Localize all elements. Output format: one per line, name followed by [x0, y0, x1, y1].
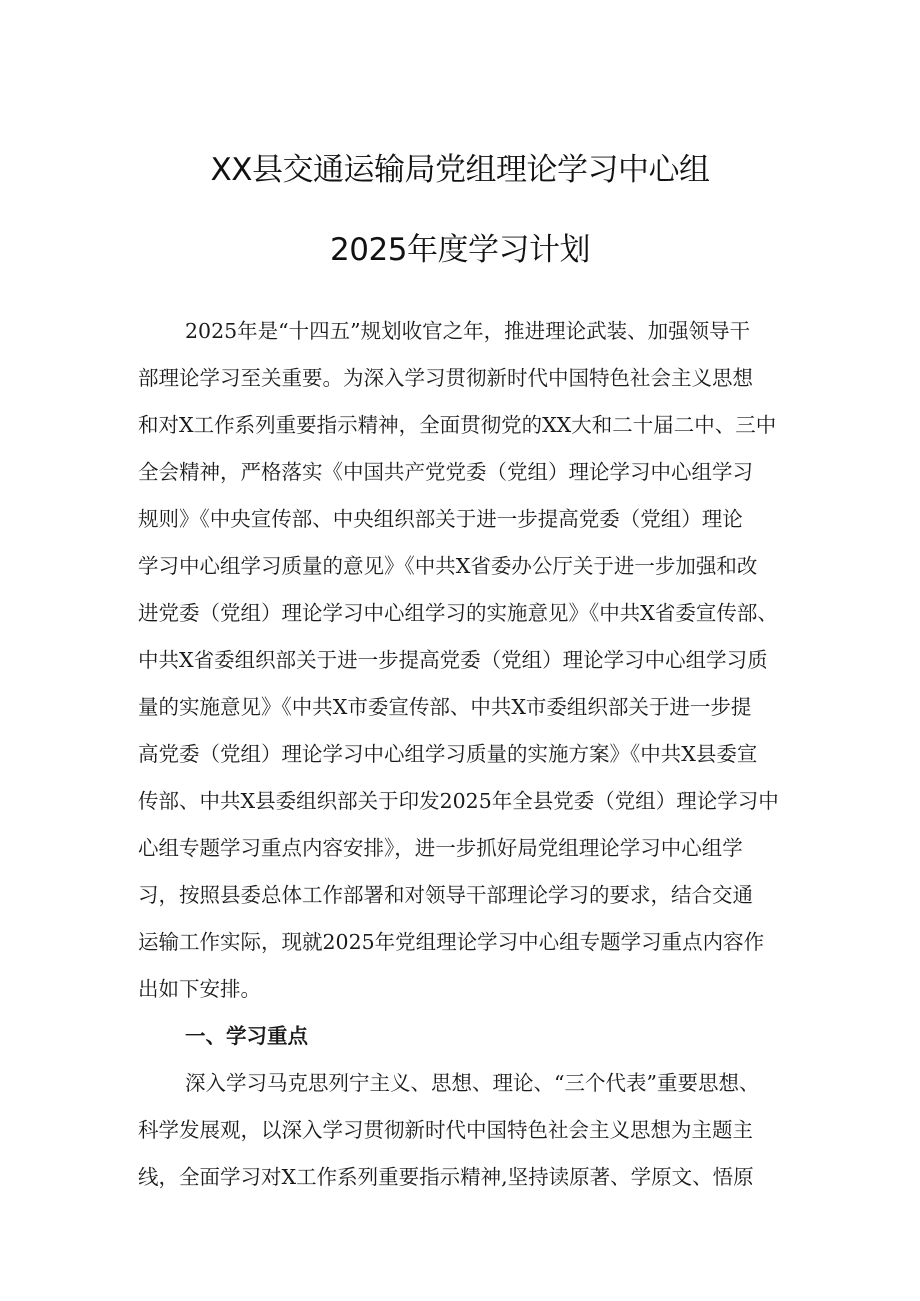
intro-line: 高党委（党组）理论学习中心组学习质量的实施方案》《中共X县委宣: [138, 742, 758, 766]
section-line: 深入学习马克思列宁主义、思想、理论、“三个代表”重要思想、: [185, 1071, 760, 1095]
intro-line: 量的实施意见》《中共X市委宣传部、中共X市委组织部关于进一步提: [138, 695, 752, 719]
section-line: 科学发展观，以深入学习贯彻新时代中国特色社会主义思想为主题主: [138, 1118, 753, 1142]
intro-line: 全会精神，严格落实《中国共产党党委（党组）理论学习中心组学习: [138, 460, 753, 484]
intro-line: 出如下安排。: [138, 977, 261, 1001]
intro-line: 学习中心组学习质量的意见》《中共X省委办公厅关于进一步加强和改: [138, 554, 758, 578]
intro-line: 中共X省委组织部关于进一步提高党委（党组）理论学习中心组学习质: [138, 648, 768, 672]
intro-line: 习，按照县委总体工作部署和对领导干部理论学习的要求，结合交通: [138, 883, 753, 907]
intro-line: 心组专题学习重点内容安排》，进一步抓好局党组理论学习中心组学: [138, 836, 743, 860]
intro-line: 2025年是“十四五”规划收官之年，推进理论武装、加强领导干: [185, 319, 751, 343]
document-title-line-2: 2025年度学习计划: [330, 232, 590, 268]
intro-line: 传部、中共X县委组织部关于印发2025年全县党委（党组）理论学习中: [138, 789, 779, 813]
intro-line: 进党委（党组）理论学习中心组学习的实施意见》《中共X省委宣传部、: [138, 601, 778, 625]
intro-line: 和对X工作系列重要指示精神，全面贯彻党的XX大和二十届二中、三中: [138, 413, 777, 437]
section-line: 线，全面学习对X工作系列重要指示精神,坚持读原著、学原文、悟原: [138, 1165, 754, 1189]
intro-line: 规则》《中央宣传部、中央组织部关于进一步提高党委（党组）理论: [138, 507, 743, 531]
document-title-line-1: XX县交通运输局党组理论学习中心组: [210, 152, 710, 188]
section-heading: 一、学习重点: [185, 1024, 308, 1048]
intro-line: 部理论学习至关重要。为深入学习贯彻新时代中国特色社会主义思想: [138, 366, 753, 390]
intro-line: 运输工作实际，现就2025年党组理论学习中心组专题学习重点内容作: [138, 930, 765, 954]
